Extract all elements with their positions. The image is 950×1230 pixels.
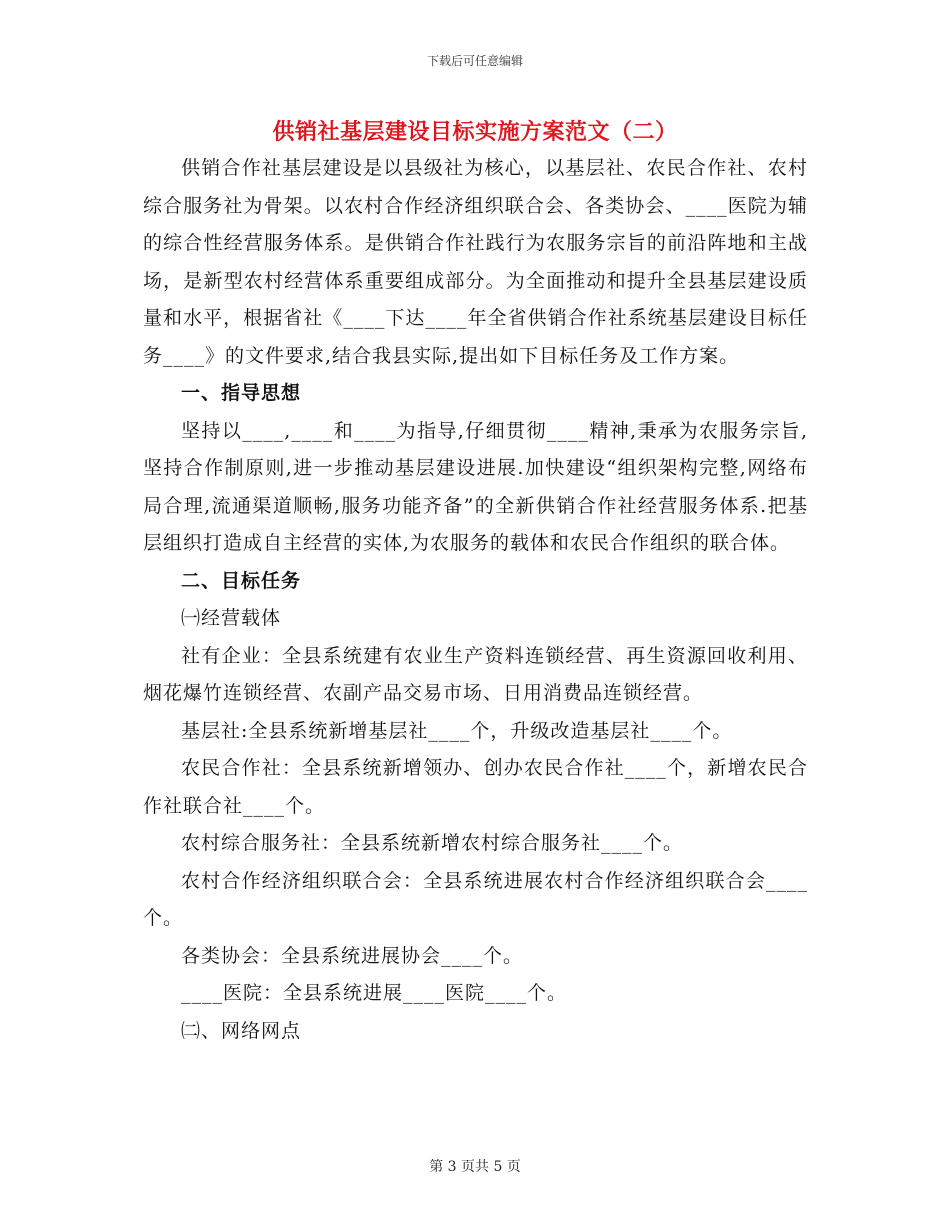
paragraph-farmer-coop: 农民合作社：全县系统新增领办、创办农民合作社____个，新增农民合作社联合社____个。 xyxy=(143,757,808,817)
page-footer: 第 3 页共 5 页 xyxy=(429,1159,521,1175)
page-header: 下载后可任意编辑 xyxy=(426,54,523,68)
paragraph-hospitals: ____医院：全县系统进展____医院____个。 xyxy=(181,982,568,1004)
section-heading-guiding-ideology: 一、指导思想 xyxy=(181,382,302,404)
section-heading-targets: 二、目标任务 xyxy=(181,569,302,592)
subsection-heading-network: ㈡、网络网点 xyxy=(181,1019,302,1042)
paragraph-rural-service: 农村综合服务社：全县系统新增农村综合服务社____个。 xyxy=(181,832,684,854)
document-body xyxy=(143,150,808,1050)
paragraph-guiding-ideology: 坚持以____,____和____为指导,仔细贯彻____精神,秉承为农服务宗旨,坚持合作制原则,进一步推动基层建设进展.加快建设“组织架构完整,网络布局合理,流通渠道顺畅,服务功能齐备”的全新供销合作社经营服务体系.把基层组织打造成自主经营的实体,为农服务的载体和农民合作组织的联合体。 xyxy=(143,419,808,554)
paragraph-enterprises: 社有企业：全县系统建有农业生产资料连锁经营、再生资源回收利用、烟花爆竹连锁经营、农副产品交易市场、日用消费品连锁经营。 xyxy=(143,644,808,704)
subsection-heading-business-carrier: ㈠经营载体 xyxy=(181,607,282,629)
paragraph-grassroots-coop: 基层社:全县系统新增基层社____个，升级改造基层社____个。 xyxy=(181,719,733,742)
document-title: 供销社基层建设目标实施方案范文（二） xyxy=(272,119,678,145)
paragraph-rural-federation: 农村合作经济组织联合会：全县系统进展农村合作经济组织联合会____个。 xyxy=(143,869,808,929)
paragraph-intro: 供销合作社基层建设是以县级社为核心，以基层社、农民合作社、农村综合服务社为骨架。以农村合作经济组织联合会、各类协会、____医院为辅的综合性经营服务体系。是供销合作社践行为农服务宗旨的前沿阵地和主战场，是新型农村经营体系重要组成部分。为全面推动和提升全县基层建设质量和水平，根据省社《____下达____年全省供销合作社系统基层建设目标任务____》的文件要求,结合我县实际,提出如下目标任务及工作方案。 xyxy=(143,157,808,367)
paragraph-associations: 各类协会：全县系统进展协会____个。 xyxy=(181,944,524,967)
